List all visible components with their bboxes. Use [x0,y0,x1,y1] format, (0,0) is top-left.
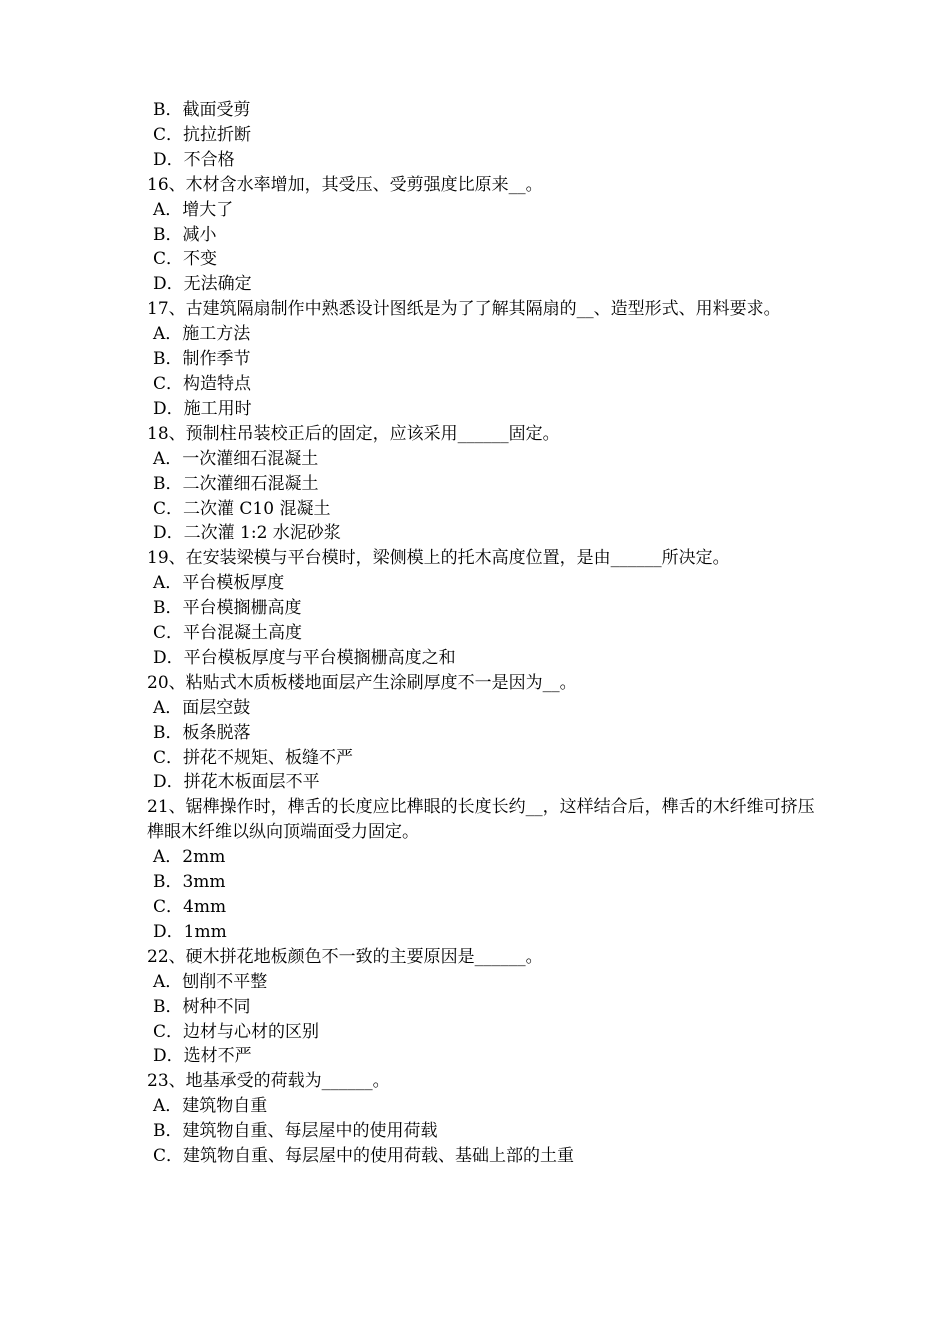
answer-option: B．树种不同 [153,996,251,1017]
answer-option: D．拼花木板面层不平 [153,772,320,793]
question-stem: 21、锯榫操作时，榫舌的长度应比榫眼的长度长约__，这样结合后，榫舌的木纤维可挤压榫眼木纤维以纵向顶端面受力固定。 [147,797,815,843]
answer-option: A．面层空鼓 [153,697,251,718]
answer-option: C．二次灌 C10 混凝土 [153,498,331,519]
answer-option: A．施工方法 [153,324,251,345]
answer-option: A．平台模板厚度 [153,573,285,594]
answer-option: D．无法确定 [153,274,252,295]
question-stem: 22、硬木拼花地板颜色不一致的主要原因是______。 [147,946,543,967]
answer-option: A．一次灌细石混凝土 [153,448,319,469]
question-stem: 20、粘贴式木质板楼地面层产生涂刷厚度不一是因为__。 [147,672,577,693]
answer-option: A．2mm [153,847,226,868]
answer-option: B．减小 [153,224,217,245]
answer-option: C．4mm [153,897,227,917]
answer-option: A．建筑物自重 [153,1096,268,1117]
answer-option: C．平台混凝土高度 [153,623,303,644]
answer-option: C．构造特点 [153,373,252,394]
question-stem: 17、古建筑隔扇制作中熟悉设计图纸是为了了解其隔扇的__、造型形式、用料要求。 [147,299,781,320]
answer-option: D．施工用时 [153,398,252,419]
answer-option: B．制作季节 [153,349,251,370]
answer-option: B．建筑物自重、每层屋中的使用荷载 [153,1121,438,1142]
answer-option: D．平台模板厚度与平台模搁栅高度之和 [153,647,456,668]
answer-option: A．增大了 [153,199,234,220]
answer-option: B．板条脱落 [153,722,251,743]
answer-option: D．1mm [153,921,227,942]
answer-option: C．建筑物自重、每层屋中的使用荷载、基础上部的土重 [153,1146,575,1167]
answer-option: C．边材与心材的区别 [153,1021,320,1042]
exam-question-list [147,98,817,1169]
answer-option: B．二次灌细石混凝土 [153,473,319,494]
answer-option: C．不变 [153,249,218,270]
answer-option: B．3mm [153,872,226,893]
question-stem: 16、木材含水率增加，其受压、受剪强度比原来__。 [147,174,543,195]
question-stem: 23、地基承受的荷载为______。 [147,1071,390,1092]
answer-option: C．拼花不规矩、板缝不严 [153,747,354,768]
answer-option: D．二次灌 1:2 水泥砂浆 [153,523,341,544]
answer-option: B．平台模搁栅高度 [153,598,302,619]
question-stem: 19、在安装梁模与平台模时，梁侧模上的托木高度位置，是由______所决定。 [147,548,730,569]
answer-option: D．选材不严 [153,1046,252,1067]
answer-option: D．不合格 [153,149,235,170]
answer-option: A．刨削不平整 [153,971,268,992]
answer-option: B．截面受剪 [153,100,251,120]
answer-option: C．抗拉折断 [153,124,252,145]
question-stem: 18、预制柱吊装校正后的固定，应该采用______固定。 [147,423,560,444]
